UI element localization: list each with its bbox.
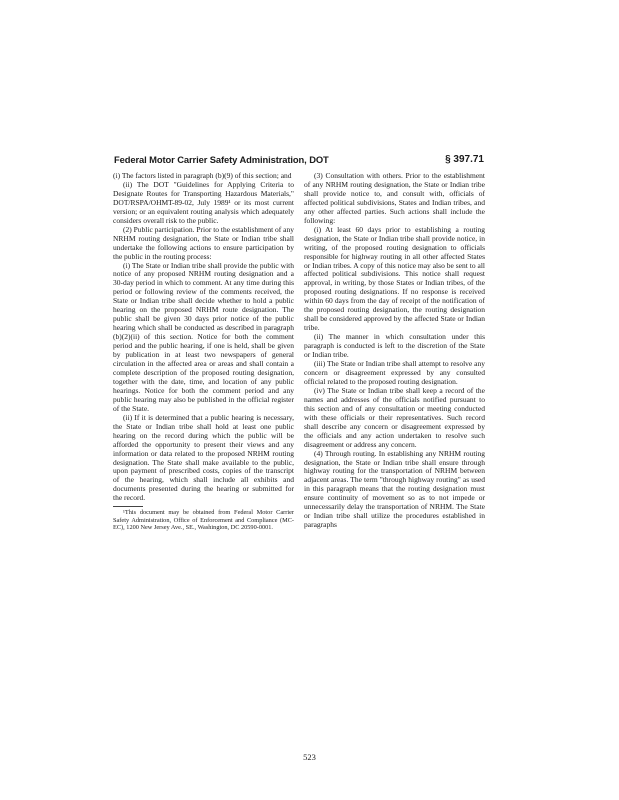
paragraph: (ii) If it is determined that a public hearing is necessary, the State or Indian tribe shall hold at least one public hearing on the record during which the public will be afforded the opportunity to present their views and any information or data related to the proposed NRHM routing designation. The State shall make available to the public, upon payment of prescribed costs, copies of the transcript of the hearing, which shall include all exhibits and documents presented during the hearing or submitted for the record. [113,412,294,503]
paragraph: (3) Consultation with others. Prior to the establishment of any NRHM routing designation, the State or Indian tribe shall provide notice to, and consult with, officials of affected political subdivisions, States and Indian tribes, and any other affected parties. Such actions shall include the following: [304,171,485,225]
paragraph: (i) The State or Indian tribe shall provide the public with notice of any proposed NRHM routing designation and a 30-day period in which to comment. At any time during this period or following review of the comments received, the State or Indian tribe shall decide whether to hold a public hearing on the proposed NRHM route designation. The public shall be given 30 days prior notice of the public hearing which shall be conducted as described in paragraph (b)(2)(ii) of this section. Notice for both the comment period and the public hearing, if one is held, shall be given by publication in at least two newspapers of general circulation in the affected area or areas and shall contain a complete description of the proposed routing designation, together with the date, time, and location of any public hearings. Notice for both the comment period and any public hearing may also be published in the official register of the State. [113,260,294,413]
paragraph: (4) Through routing. In establishing any NRHM routing designation, the State or Indian tribe shall ensure through highway routing for the transportation of NRHM between adjacent areas. The term "through highway routing" as used in this paragraph means that the routing designation must ensure continuity of movement so as to not impede or unnecessarily delay the transportation of NRHM. The State or Indian tribe shall utilize the procedures established in paragraphs [304,448,485,530]
left-column [113,172,294,531]
footnote: ¹This document may be obtained from Federal Motor Carrier Safety Administration, Office of Enforcement and Compliance (MC-EC), 1200 New Jersey Ave., SE., Washington, DC 20590-0001. [113,509,294,532]
right-column [304,172,485,530]
paragraph: (i) At least 60 days prior to establishing a routing designation, the State or Indian tribe shall provide notice, in writing, of the proposed routing designation to officials responsible for highway routing in all other affected States or Indian tribes. A copy of this notice may also be sent to all affected political subdivisions. This notice shall request approval, in writing, by those States or Indian tribes, of the proposed routing designations. If no response is received within 60 days from the day of receipt of the notification of the proposed routing designation, the routing designation shall be considered approved by the affected State or Indian tribe. [304,224,485,333]
paragraph: (iv) The State or Indian tribe shall keep a record of the names and addresses of the officials notified pursuant to this section and of any consultation or meeting conducted with these officials or their representatives. Such record shall describe any concern or disagreement expressed by the officials and any action undertaken to resolve such disagreement or address any concern. [304,385,485,449]
paragraph: (ii) The DOT "Guidelines for Applying Criteria to Designate Routes for Transporting Hazardous Materials," DOT/RSPA/OHMT-89-02, July 1989¹ or its most current version; or an equivalent routing analysis which adequately considers overall risk to the public. [113,179,294,225]
header-section-number: § 397.71 [445,154,484,165]
running-header [114,154,484,168]
page-number: 523 [303,752,316,762]
paragraph: (2) Public participation. Prior to the establishment of any NRHM routing designation, the State or Indian tribe shall undertake the following actions to ensure participation by the public in the routing process: [113,224,295,261]
paragraph: (i) The factors listed in paragraph (b)(9) of this section; and [113,171,292,180]
paragraph: (ii) The manner in which consultation under this paragraph is conducted is left to the discretion of the State or Indian tribe. [304,332,485,360]
paragraph: (iii) The State or Indian tribe shall attempt to resolve any concern or disagreement expressed by any consulted official related to the proposed routing designation. [304,359,485,386]
footnote-rule [113,506,143,507]
header-title: Federal Motor Carrier Safety Administration, DOT [114,154,329,165]
